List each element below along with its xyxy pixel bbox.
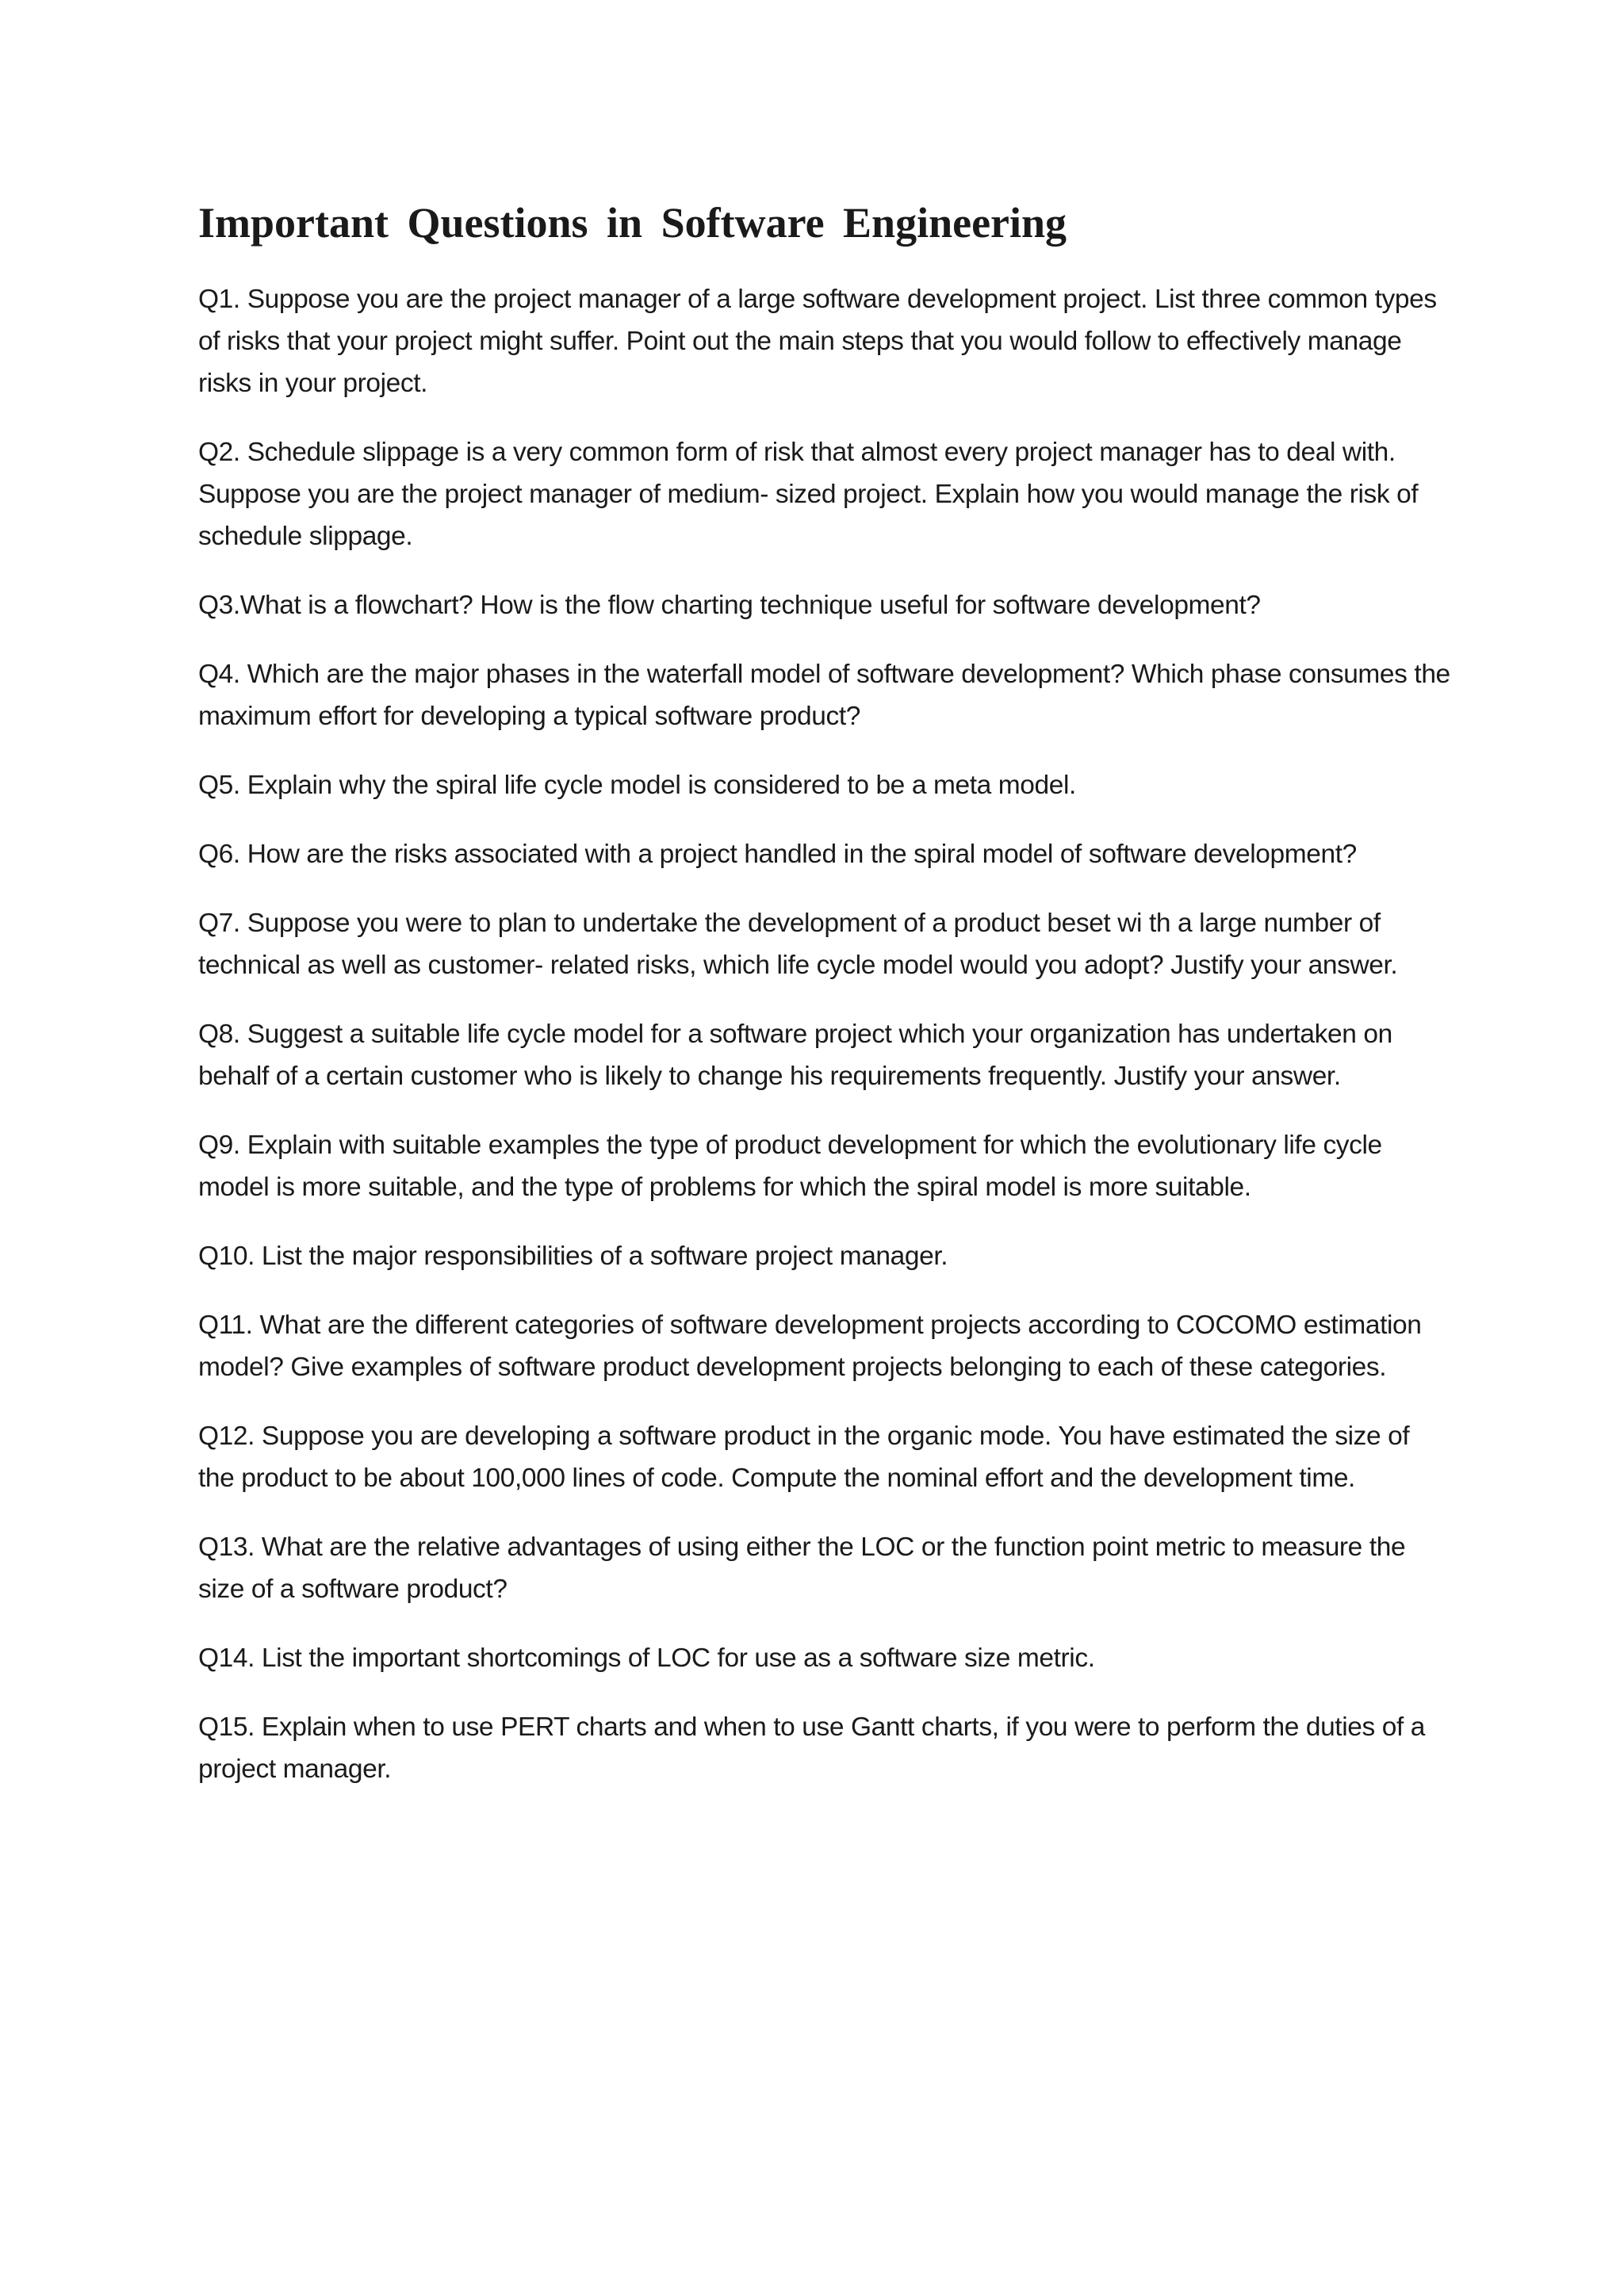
question-3: Q3.What is a flowchart? How is the flow charting technique useful for software development? — [198, 591, 1261, 620]
document-title: Important Questions in Software Engineering — [198, 199, 1067, 247]
question-list — [198, 278, 1451, 1790]
question-11: Q11. What are the different categories of software development projects according to COCOMO estimation model? Give examples of software product development projects belonging to each of these categories. — [198, 1311, 1422, 1382]
question-10: Q10. List the major responsibilities of a software project manager. — [198, 1242, 948, 1271]
question-5: Q5. Explain why the spiral life cycle model is considered to be a meta model. — [198, 771, 1076, 800]
question-6: Q6. How are the risks associated with a project handled in the spiral model of software development? — [198, 840, 1357, 869]
question-1: Q1. Suppose you are the project manager of a large software development project. List three common types of risks that your project might suffer. Point out the main steps that you would follow to effectively manage risks in your project. — [198, 285, 1437, 398]
question-2: Q2. Schedule slippage is a very common form of risk that almost every project manager has to deal with. Suppose you are the project manager of medium- sized project. Explain how you would manage the risk of schedule slippage. — [198, 438, 1419, 551]
question-9: Q9. Explain with suitable examples the type of product development for which the evolutionary life cycle model is more suitable, and the type of problems for which the spiral model is more suitable. — [198, 1131, 1382, 1202]
question-8: Q8. Suggest a suitable life cycle model for a software project which your organization has undertaken on behalf of a certain customer who is likely to change his requirements frequently. Justify your answer. — [198, 1020, 1392, 1091]
question-12: Q12. Suppose you are developing a software product in the organic mode. You have estimated the size of the product to be about 100,000 lines of code. Compute the nominal effort and the development time. — [198, 1422, 1410, 1493]
question-15: Q15. Explain when to use PERT charts and when to use Gantt charts, if you were to perform the duties of a project manager. — [198, 1712, 1426, 1784]
document-content — [198, 194, 1451, 1817]
question-13: Q13. What are the relative advantages of using either the LOC or the function point metric to measure the size of a software product? — [198, 1533, 1406, 1604]
question-4: Q4. Which are the major phases in the waterfall model of software development? Which phase consumes the maximum effort for developing a typical software product? — [198, 660, 1450, 731]
question-7: Q7. Suppose you were to plan to undertake the development of a product beset wi th a large number of technical as well as customer- related risks, which life cycle model would you adopt? Justify your answer. — [198, 909, 1398, 980]
question-14: Q14. List the important shortcomings of LOC for use as a software size metric. — [198, 1644, 1095, 1673]
